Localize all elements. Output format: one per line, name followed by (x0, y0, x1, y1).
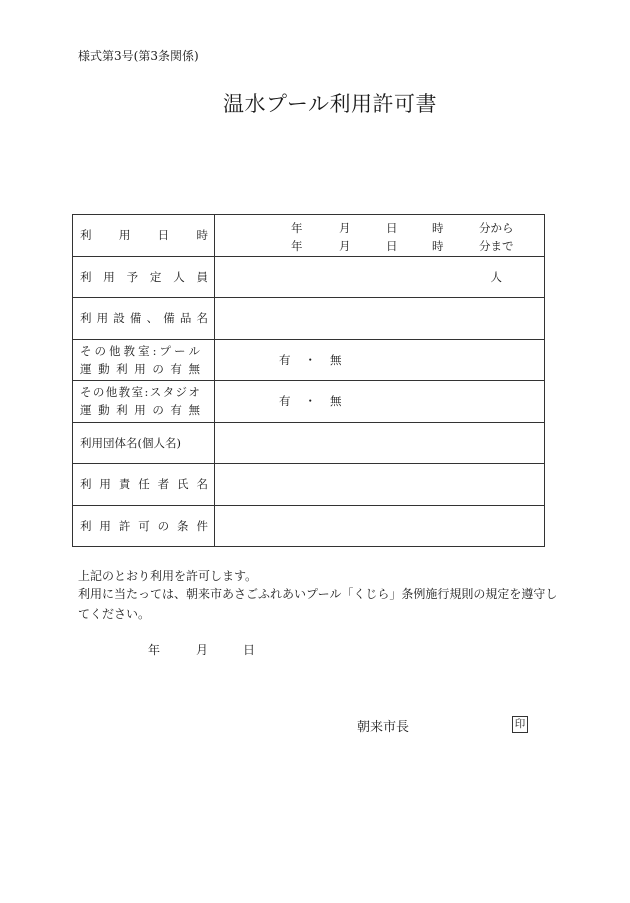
label-char: 室 (138, 343, 150, 358)
permission-statement: 上記のとおり利用を許可します。 (78, 569, 258, 583)
choice-yes[interactable]: 有 (279, 394, 291, 409)
label-char: 利 (80, 311, 92, 326)
value-studio-class[interactable] (215, 381, 545, 423)
hour-to: 時 (432, 239, 444, 254)
label-char: 利 (116, 403, 128, 418)
issue-date-month: 月 (196, 643, 209, 657)
permit-form-table (72, 214, 545, 547)
label-char: 教 (118, 385, 131, 400)
label-char: 運 (80, 361, 92, 376)
hour-from: 時 (432, 221, 444, 236)
label-char: 許 (118, 518, 131, 533)
label-char: : (152, 343, 157, 358)
label-char: ス (149, 385, 162, 400)
label-chars (80, 269, 208, 285)
month-from: 月 (339, 221, 351, 236)
day-to: 日 (386, 239, 398, 254)
year-from: 年 (291, 221, 303, 236)
label-char: の (157, 518, 170, 533)
label-line-2 (80, 401, 200, 419)
document-title: 温水プール利用許可書 (223, 92, 437, 116)
label-char: 利 (116, 361, 128, 376)
label-char: ジ (175, 385, 187, 400)
label-char: の (152, 361, 164, 376)
row-usage-datetime (73, 215, 545, 257)
value-responsible-person[interactable] (215, 464, 545, 506)
label-chars (80, 310, 208, 326)
label-char: 定 (149, 269, 162, 284)
choice-yes[interactable]: 有 (279, 352, 291, 367)
label-char: 用 (134, 361, 146, 376)
label-char: 室 (131, 385, 144, 400)
label-char: 可 (138, 518, 150, 533)
label-char: そ (80, 385, 92, 400)
row-pool-class (73, 339, 545, 381)
day-from: 日 (386, 221, 398, 236)
label-char: の (92, 385, 105, 400)
label-char: 用 (96, 311, 109, 326)
label-char: 件 (196, 518, 208, 533)
label-char: 他 (109, 343, 121, 358)
year-to: 年 (291, 239, 303, 254)
label-char: 有 (170, 403, 182, 418)
label-char: 時 (196, 228, 208, 243)
minute-to: 分まで (479, 239, 514, 254)
value-planned-people[interactable] (215, 256, 545, 298)
label-char: 員 (196, 269, 208, 284)
label-line-1 (80, 383, 200, 401)
yes-no-choice (279, 393, 342, 409)
row-studio-class (73, 381, 545, 423)
datetime-grid (215, 215, 544, 255)
value-group-name[interactable] (215, 422, 545, 464)
label-char: 教 (123, 343, 136, 358)
label-char: オ (188, 385, 200, 400)
label-char: 、 (146, 311, 159, 326)
label-group-name (73, 422, 215, 464)
row-equipment (73, 298, 545, 340)
label-char: 運 (80, 403, 92, 418)
row-permit-conditions (73, 505, 545, 547)
row-group-name (73, 422, 545, 464)
label-char: 有 (170, 361, 182, 376)
value-usage-datetime[interactable] (215, 215, 545, 257)
choice-separator: ・ (304, 352, 316, 367)
label-responsible-person (73, 464, 215, 506)
label-char: ー (173, 343, 186, 358)
label-two-line (80, 342, 214, 378)
label-char: 利 (80, 477, 92, 492)
issuer-mayor: 朝来市長 (357, 720, 410, 735)
compliance-statement: 利用に当たっては、朝来市あさごふれあいプール「くじら」条例施行規則の規定を遵守してください。 (78, 587, 558, 621)
seal-mark: 印 (512, 716, 528, 733)
label-char: ル (188, 343, 200, 358)
label-char: 備 (129, 311, 142, 326)
label-planned-people (73, 256, 215, 298)
label-char: 動 (98, 403, 110, 418)
label-char: 設 (113, 311, 125, 326)
label-char: : (144, 385, 149, 400)
label-char: 用 (118, 228, 131, 243)
label-char: タ (162, 385, 175, 400)
label-char: 名 (196, 477, 208, 492)
issue-date-day: 日 (243, 643, 256, 657)
label-char: 用 (99, 477, 111, 492)
label-permit-conditions (73, 505, 215, 547)
label-char: 名 (196, 311, 208, 326)
minute-from: 分から (479, 221, 514, 236)
label-char: の (152, 403, 164, 418)
value-pool-class[interactable] (215, 339, 545, 381)
label-chars (80, 476, 208, 492)
label-char: 用 (103, 269, 115, 284)
label-char: 用 (99, 518, 111, 533)
label-text: 利用団体名(個人名) (80, 435, 181, 450)
label-equipment (73, 298, 215, 340)
month-to: 月 (339, 239, 351, 254)
label-char: 利 (80, 518, 92, 533)
label-studio-class (73, 381, 215, 423)
label-char: 利 (80, 269, 92, 284)
label-char: 動 (98, 361, 110, 376)
label-char: そ (80, 343, 92, 358)
label-char: 品 (179, 311, 192, 326)
label-char: 備 (163, 311, 175, 326)
yes-no-choice (279, 352, 342, 368)
label-line-1 (80, 342, 200, 360)
label-char: 人 (173, 269, 185, 284)
label-char: 用 (134, 403, 146, 418)
people-unit: 人 (490, 269, 502, 284)
label-chars (80, 227, 208, 243)
label-char: 無 (188, 361, 200, 376)
label-usage-datetime (73, 215, 215, 257)
label-char: 責 (118, 477, 131, 492)
label-char: 氏 (177, 477, 189, 492)
issue-date-year: 年 (148, 643, 161, 657)
label-char: 他 (105, 385, 118, 400)
value-equipment[interactable] (215, 298, 545, 340)
choice-separator: ・ (304, 394, 316, 409)
label-char: の (94, 343, 107, 358)
label-char: 予 (126, 269, 139, 284)
label-char: 任 (138, 477, 150, 492)
row-planned-people (73, 256, 545, 298)
label-pool-class (73, 339, 215, 381)
label-two-line (80, 383, 214, 419)
row-responsible-person (73, 464, 545, 506)
choice-no[interactable]: 無 (330, 394, 342, 409)
label-chars (80, 518, 208, 534)
label-char: プ (159, 343, 171, 358)
label-char: 利 (80, 228, 92, 243)
choice-no[interactable]: 無 (330, 352, 342, 367)
label-char: 条 (177, 518, 189, 533)
label-line-2 (80, 360, 200, 378)
label-char: 日 (157, 228, 170, 243)
label-char: 者 (157, 477, 170, 492)
form-number: 様式第3号(第3条関係) (78, 49, 199, 63)
value-permit-conditions[interactable] (215, 505, 545, 547)
label-char: 無 (188, 403, 200, 418)
